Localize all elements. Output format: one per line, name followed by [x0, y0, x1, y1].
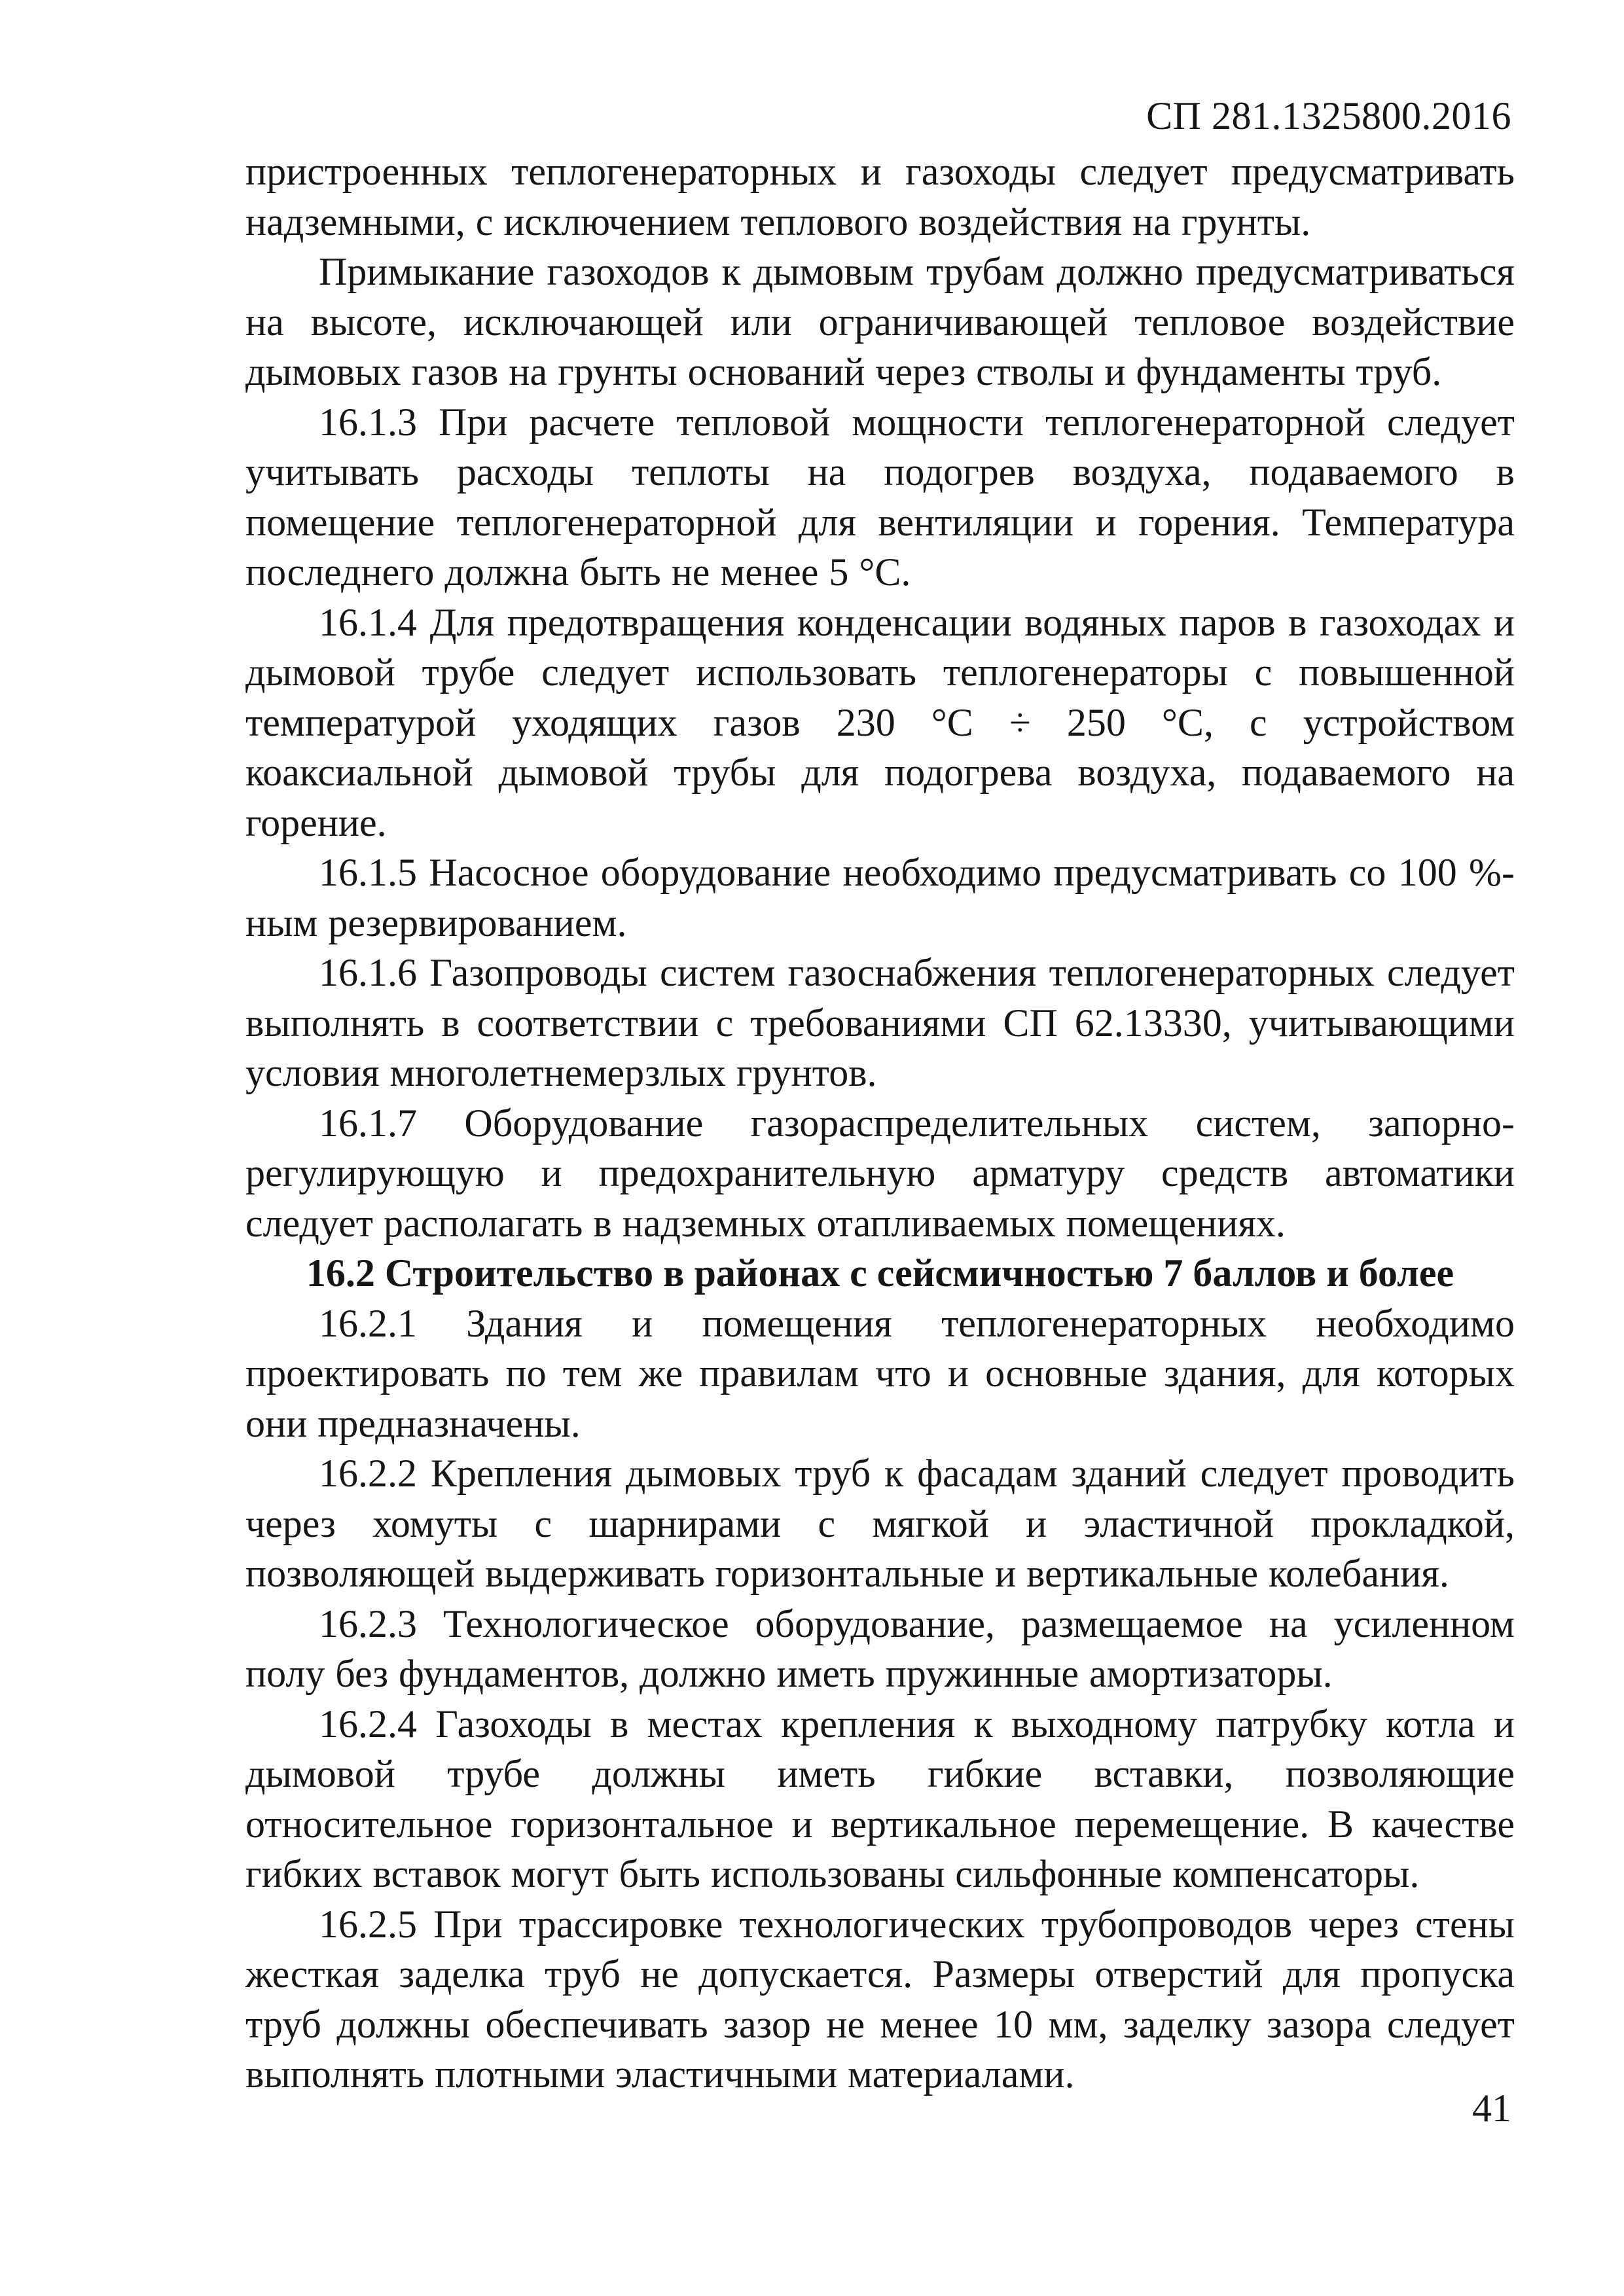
- paragraph-continuation: пристроенных теплогенераторных и газоходы следует предусматривать надземными, с исключением теплового воздействия на грунты.: [245, 150, 1515, 243]
- paragraph-16-2-4: 16.2.4 Газоходы в местах крепления к выходному патрубку котла и дымовой трубе должны иметь гибкие вставки, позволяющие относительное горизонтальное и вертикальное перемещение. В качестве гибких вставок могут быть использованы сильфонные компенсаторы.: [245, 1702, 1515, 1895]
- paragraph-flue-connection: Примыкание газоходов к дымовым трубам должно предусматриваться на высоте, исключающей или ограничивающей тепловое воздействие дымовых газов на грунты оснований через стволы и фундаменты труб.: [245, 250, 1515, 393]
- page-body: [245, 147, 1515, 2100]
- paragraph-16-1-7: 16.1.7 Оборудование газораспределительных систем, запорно-регулирующую и предохранительную арматуру средств автоматики следует располагать в надземных отапливаемых помещениях.: [245, 1101, 1515, 1245]
- page-number: 41: [1472, 2087, 1511, 2130]
- paragraph-16-2-5: 16.2.5 При трассировке технологических трубопроводов через стены жесткая заделка труб не допускается. Размеры отверстий для пропуска труб должны обеспечивать зазор не менее 10 мм, заделку зазора следует выполнять плотными эластичными материалами.: [245, 1902, 1515, 2096]
- paragraph-16-1-6: 16.1.6 Газопроводы систем газоснабжения теплогенераторных следует выполнять в соответствии с требованиями СП 62.13330, учитывающими условия многолетнемерзлых грунтов.: [245, 951, 1515, 1094]
- paragraph-16-1-3: 16.1.3 При расчете тепловой мощности теплогенераторной следует учитывать расходы теплоты на подогрев воздуха, подаваемого в помещение теплогенераторной для вентиляции и горения. Температура последнего должна быть не менее 5 °С.: [245, 400, 1515, 594]
- document-code-header: СП 281.1325800.2016: [1146, 94, 1511, 137]
- paragraph-16-1-4: 16.1.4 Для предотвращения конденсации водяных паров в газоходах и дымовой трубе следует использовать теплогенераторы с повышенной температурой уходящих газов 230 °С ÷ 250 °С, с устройством коаксиальной дымовой трубы для подогрева воздуха, подаваемого на горение.: [245, 600, 1515, 844]
- paragraph-16-2-1: 16.2.1 Здания и помещения теплогенераторных необходимо проектировать по тем же правилам что и основные здания, для которых они предназначены.: [245, 1301, 1515, 1445]
- paragraph-16-2-3: 16.2.3 Технологическое оборудование, размещаемое на усиленном полу без фундаментов, должно иметь пружинные амортизаторы.: [245, 1602, 1515, 1695]
- paragraph-16-2-2: 16.2.2 Крепления дымовых труб к фасадам зданий следует проводить через хомуты с шарнирами с мягкой и эластичной прокладкой, позволяющей выдерживать горизонтальные и вертикальные колебания.: [245, 1452, 1515, 1595]
- paragraph-16-1-5: 16.1.5 Насосное оборудование необходимо предусматривать со 100 %-ным резервированием.: [245, 851, 1515, 944]
- section-heading-16-2: 16.2 Строительство в районах с сейсмичностью 7 баллов и более: [306, 1251, 1454, 1295]
